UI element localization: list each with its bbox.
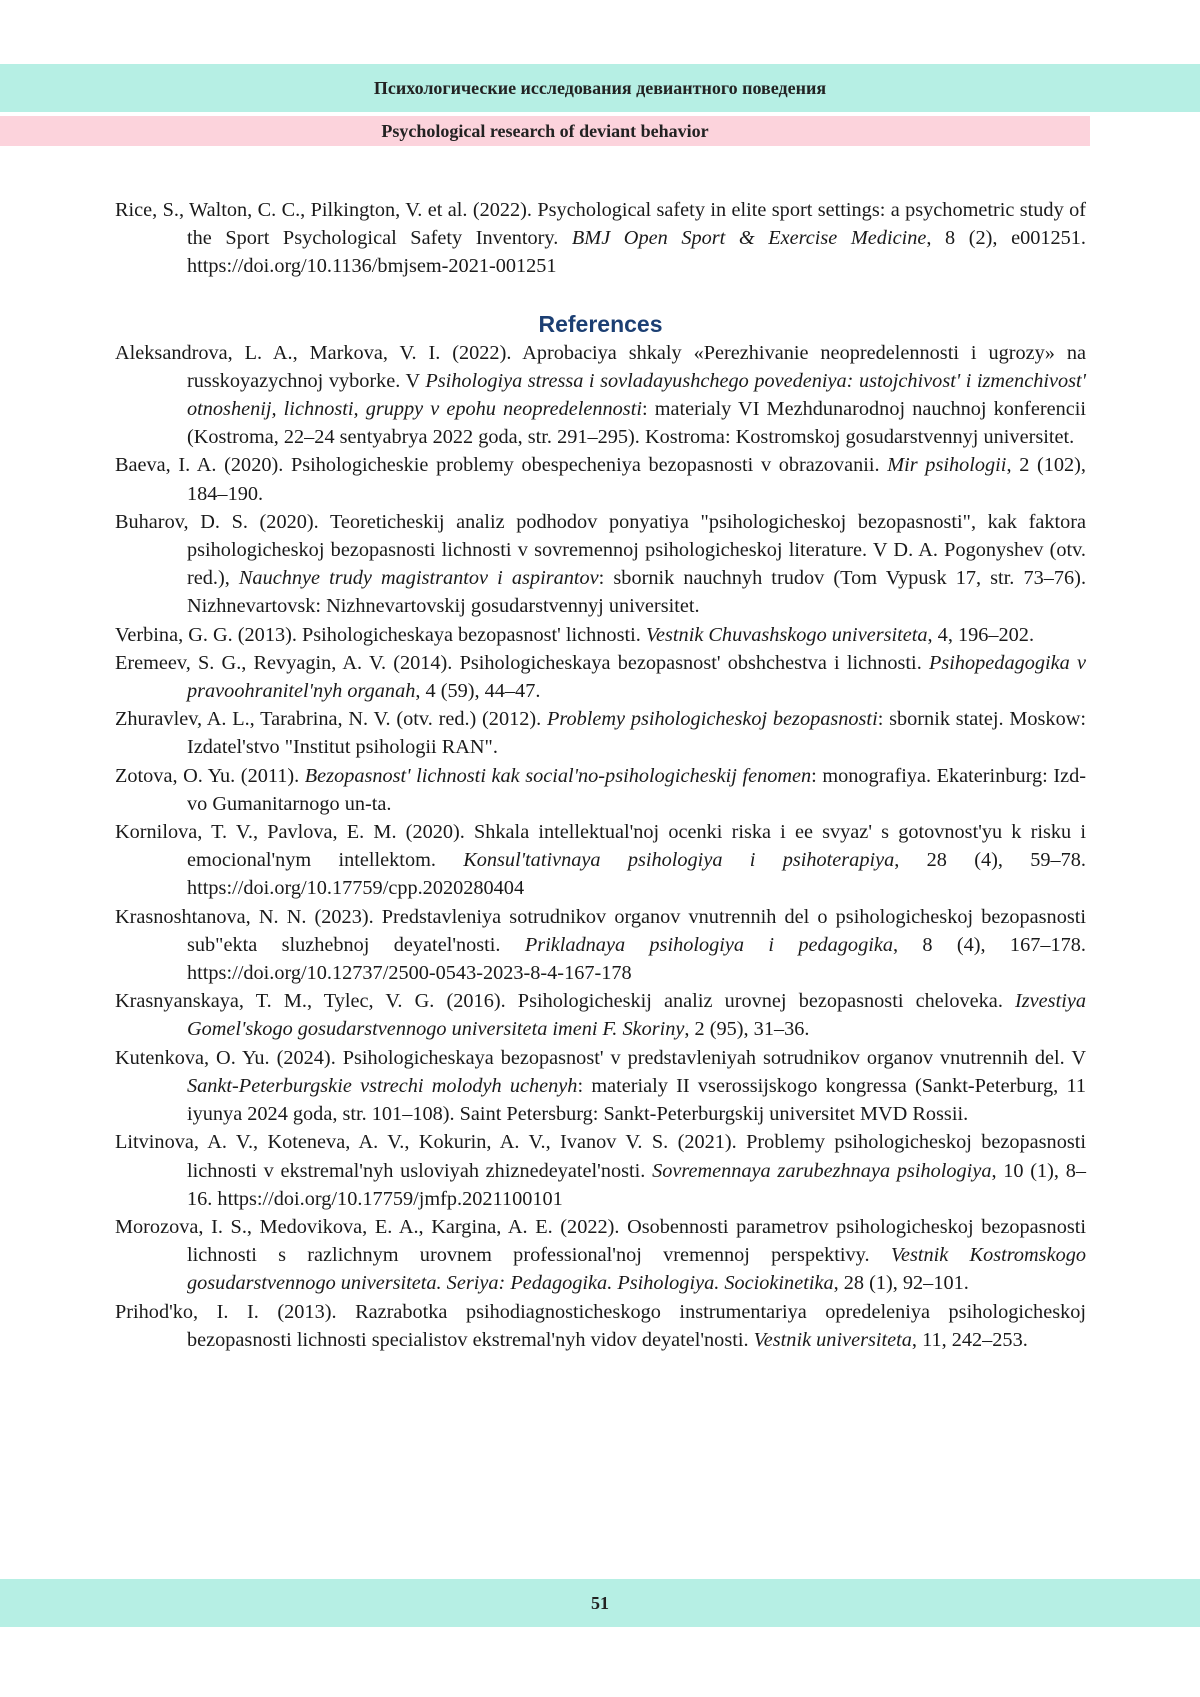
reference-item [115,987,1086,1043]
reference-item [115,508,1086,621]
reference-item [115,1044,1086,1129]
reference-details: , 8 (4), 167–178. https://doi.org/10.12737/2500-0543-2023-8-4-167-178 [187,933,1086,985]
reference-details: , 2 (95), 31–36. [684,1018,810,1041]
reference-journal: Sovremennaya zarubezhnaya psihologiya [652,1159,992,1182]
reference-details: , 11, 242–253. [911,1328,1028,1351]
reference-text: Morozova, I. S., Medovikova, E. A., Kargina, A. E. (2022). Osobennosti parametrov psihologicheskoj bezopasnosti lichnosti s razlichnym urovnem professional'noj vremennoj perspektivy. [115,1215,1086,1267]
reference-text: Baeva, I. A. (2020). Psihologicheskie problemy obespecheniya bezopasnosti v obrazovanii. [115,454,888,477]
reference-text: Verbina, G. G. (2013). Psihologicheskaya bezopasnost' lichnosti. [115,623,646,646]
page-content [115,196,1086,1354]
references-list [115,339,1086,1354]
reference-text: Zotova, O. Yu. (2011). [115,764,305,787]
reference-item [115,649,1086,705]
reference-journal: Konsul'tativnaya psihologiya i psihoterapiya [463,849,895,872]
reference-text: Eremeev, S. G., Revyagin, A. V. (2014). Psihologicheskaya bezopasnost' obshchestva i lichnosti. [115,651,929,674]
reference-item [115,196,1086,281]
reference-item [115,1213,1086,1298]
reference-text: Kornilova, T. V., Pavlova, E. M. (2020). Shkala intellektual'noj ocenki riska i ee svyaz' s gotovnost'yu k risku i emocional'nym intellektom. [115,821,1086,872]
references-heading: References [538,310,663,337]
reference-journal: Nauchnye trudy magistrantov i aspirantov [238,567,599,590]
reference-details: : monografiya. Ekaterinburg: Izd-vo Gumanitarnogo un-ta. [187,764,1086,815]
journal-title-en: Psychological research of deviant behavior [0,116,1090,146]
reference-item [115,1128,1086,1213]
reference-text: Zhuravlev, A. L., Tarabrina, N. V. (otv. red.) (2012). [115,708,547,731]
reference-journal: Vestnik Kostromskogo gosudarstvennogo universiteta. Seriya: Pedagogika. Psihologiya. Sociokinetika [187,1244,1086,1295]
reference-details: , 10 (1), 8–16. https://doi.org/10.17759/jmfp.2021100101 [187,1159,1086,1210]
reference-details: : materialy VI Mezhdunarodnoj nauchnoj konferencii (Kostroma, 22–24 sentyabrya 2022 goda, str. 291–295). Kostroma: Kostromskoj gosudarstvennyj universitet. [187,398,1086,449]
reference-item [115,705,1086,761]
reference-text: Krasnyanskaya, T. M., Tylec, V. G. (2016). Psihologicheskij analiz urovnej bezopasnosti cheloveka. [115,990,1016,1013]
reference-item [115,818,1086,903]
reference-details: : sbornik statej. Moskow: Izdatel'stvo "Institut psihologii RAN". [187,708,1086,759]
reference-text: Rice, S., Walton, C. C., Pilkington, V. et al. (2022). Psychological safety in elite sport settings: a psychometric study of the Sport Psychological Safety Inventory. [115,199,1086,250]
reference-item [115,451,1086,507]
reference-journal: BMJ Open Sport & Exercise Medicine [571,227,927,250]
reference-item [115,1298,1086,1354]
reference-journal: Bezopasnost' lichnosti kak social'no-psihologicheskij fenomen [304,764,812,787]
reference-details: , 28 (4), 59–78. https://doi.org/10.17759/cpp.2020280404 [187,849,1086,900]
reference-journal: Psihopedagogika v pravoohranitel'nyh organah [187,651,1086,703]
reference-journal: Vestnik Chuvashskogo universiteta [645,623,928,646]
reference-journal: Psihologiya stressa i sovladayushchego povedeniya: ustojchivost' i izmenchivost' otnoshenij, lichnosti, gruppy v epohu neopredelennosti [187,369,1086,421]
reference-details: , 4, 196–202. [927,623,1035,646]
reference-text: Buharov, D. S. (2020). Teoreticheskij analiz podhodov ponyatiya "psihologicheskoj bezopasnosti", kak faktora psihologicheskoj bezopasnosti lichnosti v sovremennoj psihologicheskoj literature. V D. A. Pogonyshev (otv. red.), [115,510,1086,590]
reference-journal: Vestnik universiteta [753,1328,912,1351]
reference-text: Kutenkova, O. Yu. (2024). Psihologicheskaya bezopasnost' v predstavleniyah sotrudnikov organov vnutrennih del. V [115,1046,1086,1069]
reference-item [115,339,1086,452]
reference-journal: Mir psihologii [887,454,1007,477]
reference-journal: Sankt-Peterburgskie vstrechi molodyh uchenyh [187,1074,578,1097]
reference-details: , 8 (2), e001251. https://doi.org/10.1136/bmjsem-2021-001251 [187,227,1086,278]
page-number: 51 [0,1579,1200,1627]
reference-journal: Problemy psihologicheskoj bezopasnosti [546,708,878,731]
reference-text: Prihod'ko, I. I. (2013). Razrabotka psihodiagnosticheskogo instrumentariya opredeleniya psihologicheskoj bezopasnosti lichnosti specialistov ekstremal'nyh vidov deyatel'nosti. [115,1300,1086,1351]
reference-item [115,903,1086,988]
reference-text: Aleksandrova, L. A., Markova, V. I. (2022). Aprobaciya shkaly «Perezhivanie neopredelennosti i ugrozy» na russkoyazychnoj vyborke. V [115,341,1086,392]
reference-text: Litvinova, A. V., Koteneva, A. V., Kokurin, A. V., Ivanov V. S. (2021). Problemy psihologicheskoj bezopasnosti lichnosti v ekstremal'nyh usloviyah zhiznedeyatel'nosti. [115,1131,1086,1182]
reference-details: : materialy II vserossijskogo kongressa (Sankt-Peterburg, 11 iyunya 2024 goda, str. 101–108). Saint Petersburg: Sankt-Peterburgskij universitet MVD Rossii. [187,1074,1086,1126]
reference-journal: Izvestiya Gomel'skogo gosudarstvennogo universiteta imeni F. Skoriny [187,990,1086,1041]
reference-item [115,621,1086,649]
reference-details: , 28 (1), 92–101. [833,1272,969,1295]
reference-details: : sbornik nauchnyh trudov (Tom Vypusk 17, str. 73–76). Nizhnevartovsk: Nizhnevartovskij gosudarstvennyj universitet. [187,567,1087,618]
reference-details: , 4 (59), 44–47. [415,680,541,703]
reference-item [115,762,1086,818]
journal-title-ru: Психологические исследования девиантного поведения [0,64,1200,112]
reference-text: Krasnoshtanova, N. N. (2023). Predstavleniya sotrudnikov organov vnutrennih del o psihologicheskoj bezopasnosti sub"ekta sluzhebnoj deyatel'nosti. [115,905,1086,956]
reference-journal: Prikladnaya psihologiya i pedagogika [524,933,893,956]
reference-details: , 2 (102), 184–190. [187,454,1086,505]
